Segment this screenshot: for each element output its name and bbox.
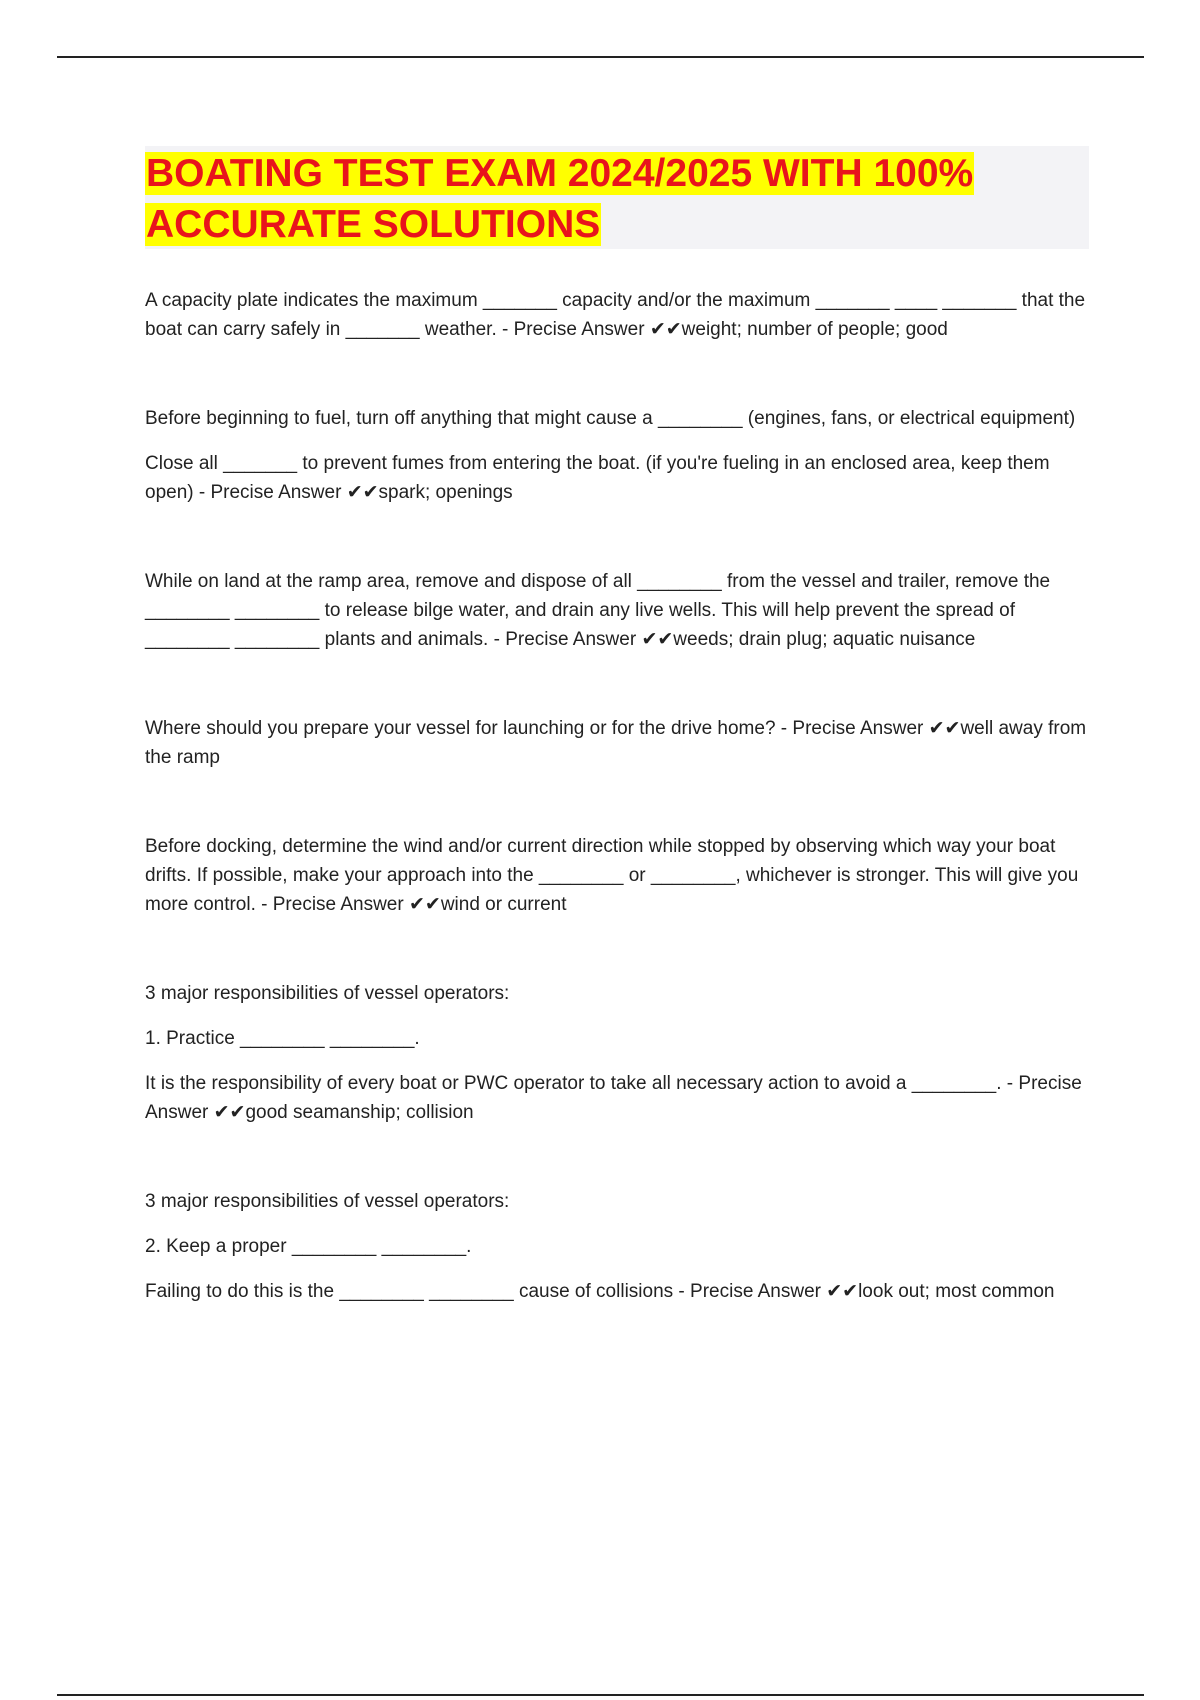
responsibility-2: 2. Keep a proper ________ ________. [145,1236,472,1257]
responsibility-1-answer: It is the responsibility of every boat or PWC operator to take all necessary action to avoid a ________. - Precise Answer ✔✔good seamanship; collision [145,1073,1082,1123]
top-rule [57,56,1144,58]
document-body [145,286,1095,1306]
document-title [145,148,1095,250]
responsibilities-heading-1: 3 major responsibilities of vessel operators: [145,983,510,1004]
question-fueling-answer: Close all _______ to prevent fumes from entering the boat. (if you're fueling in an enclosed area, keep them open) - Precise Answer ✔✔spark; openings [145,453,1050,503]
responsibility-1: 1. Practice ________ ________. [145,1028,420,1049]
responsibilities-heading-2: 3 major responsibilities of vessel operators: [145,1191,510,1212]
bottom-rule [57,1694,1144,1696]
document-title-text: BOATING TEST EXAM 2024/2025 WITH 100% ACCURATE SOLUTIONS [146,152,974,246]
question-prepare-vessel: Where should you prepare your vessel for launching or for the drive home? - Precise Answer ✔✔well away from the ramp [145,718,1087,768]
responsibility-2-answer: Failing to do this is the ________ ________ cause of collisions - Precise Answer ✔✔look out; most common [145,1281,1055,1302]
question-capacity-plate: A capacity plate indicates the maximum _______ capacity and/or the maximum _______ ____ _______ that the boat can carry safely in _______ weather. - Precise Answer ✔✔weight; number of people; good [145,290,1086,340]
question-fueling: Before beginning to fuel, turn off anything that might cause a ________ (engines, fans, or electrical equipment) [145,408,1076,429]
question-ramp-area: While on land at the ramp area, remove and dispose of all ________ from the vessel and trailer, remove the ________ ________ to release bilge water, and drain any live wells. This will help prevent the spread of ________ ________ plants and animals. - Precise Answer ✔✔weeds; drain plug; aquatic nuisance [145,571,1051,650]
question-docking: Before docking, determine the wind and/or current direction while stopped by observing which way your boat drifts. If possible, make your approach into the ________ or ________, whichever is stronger. This will give you more control. - Precise Answer ✔✔wind or current [145,836,1079,915]
